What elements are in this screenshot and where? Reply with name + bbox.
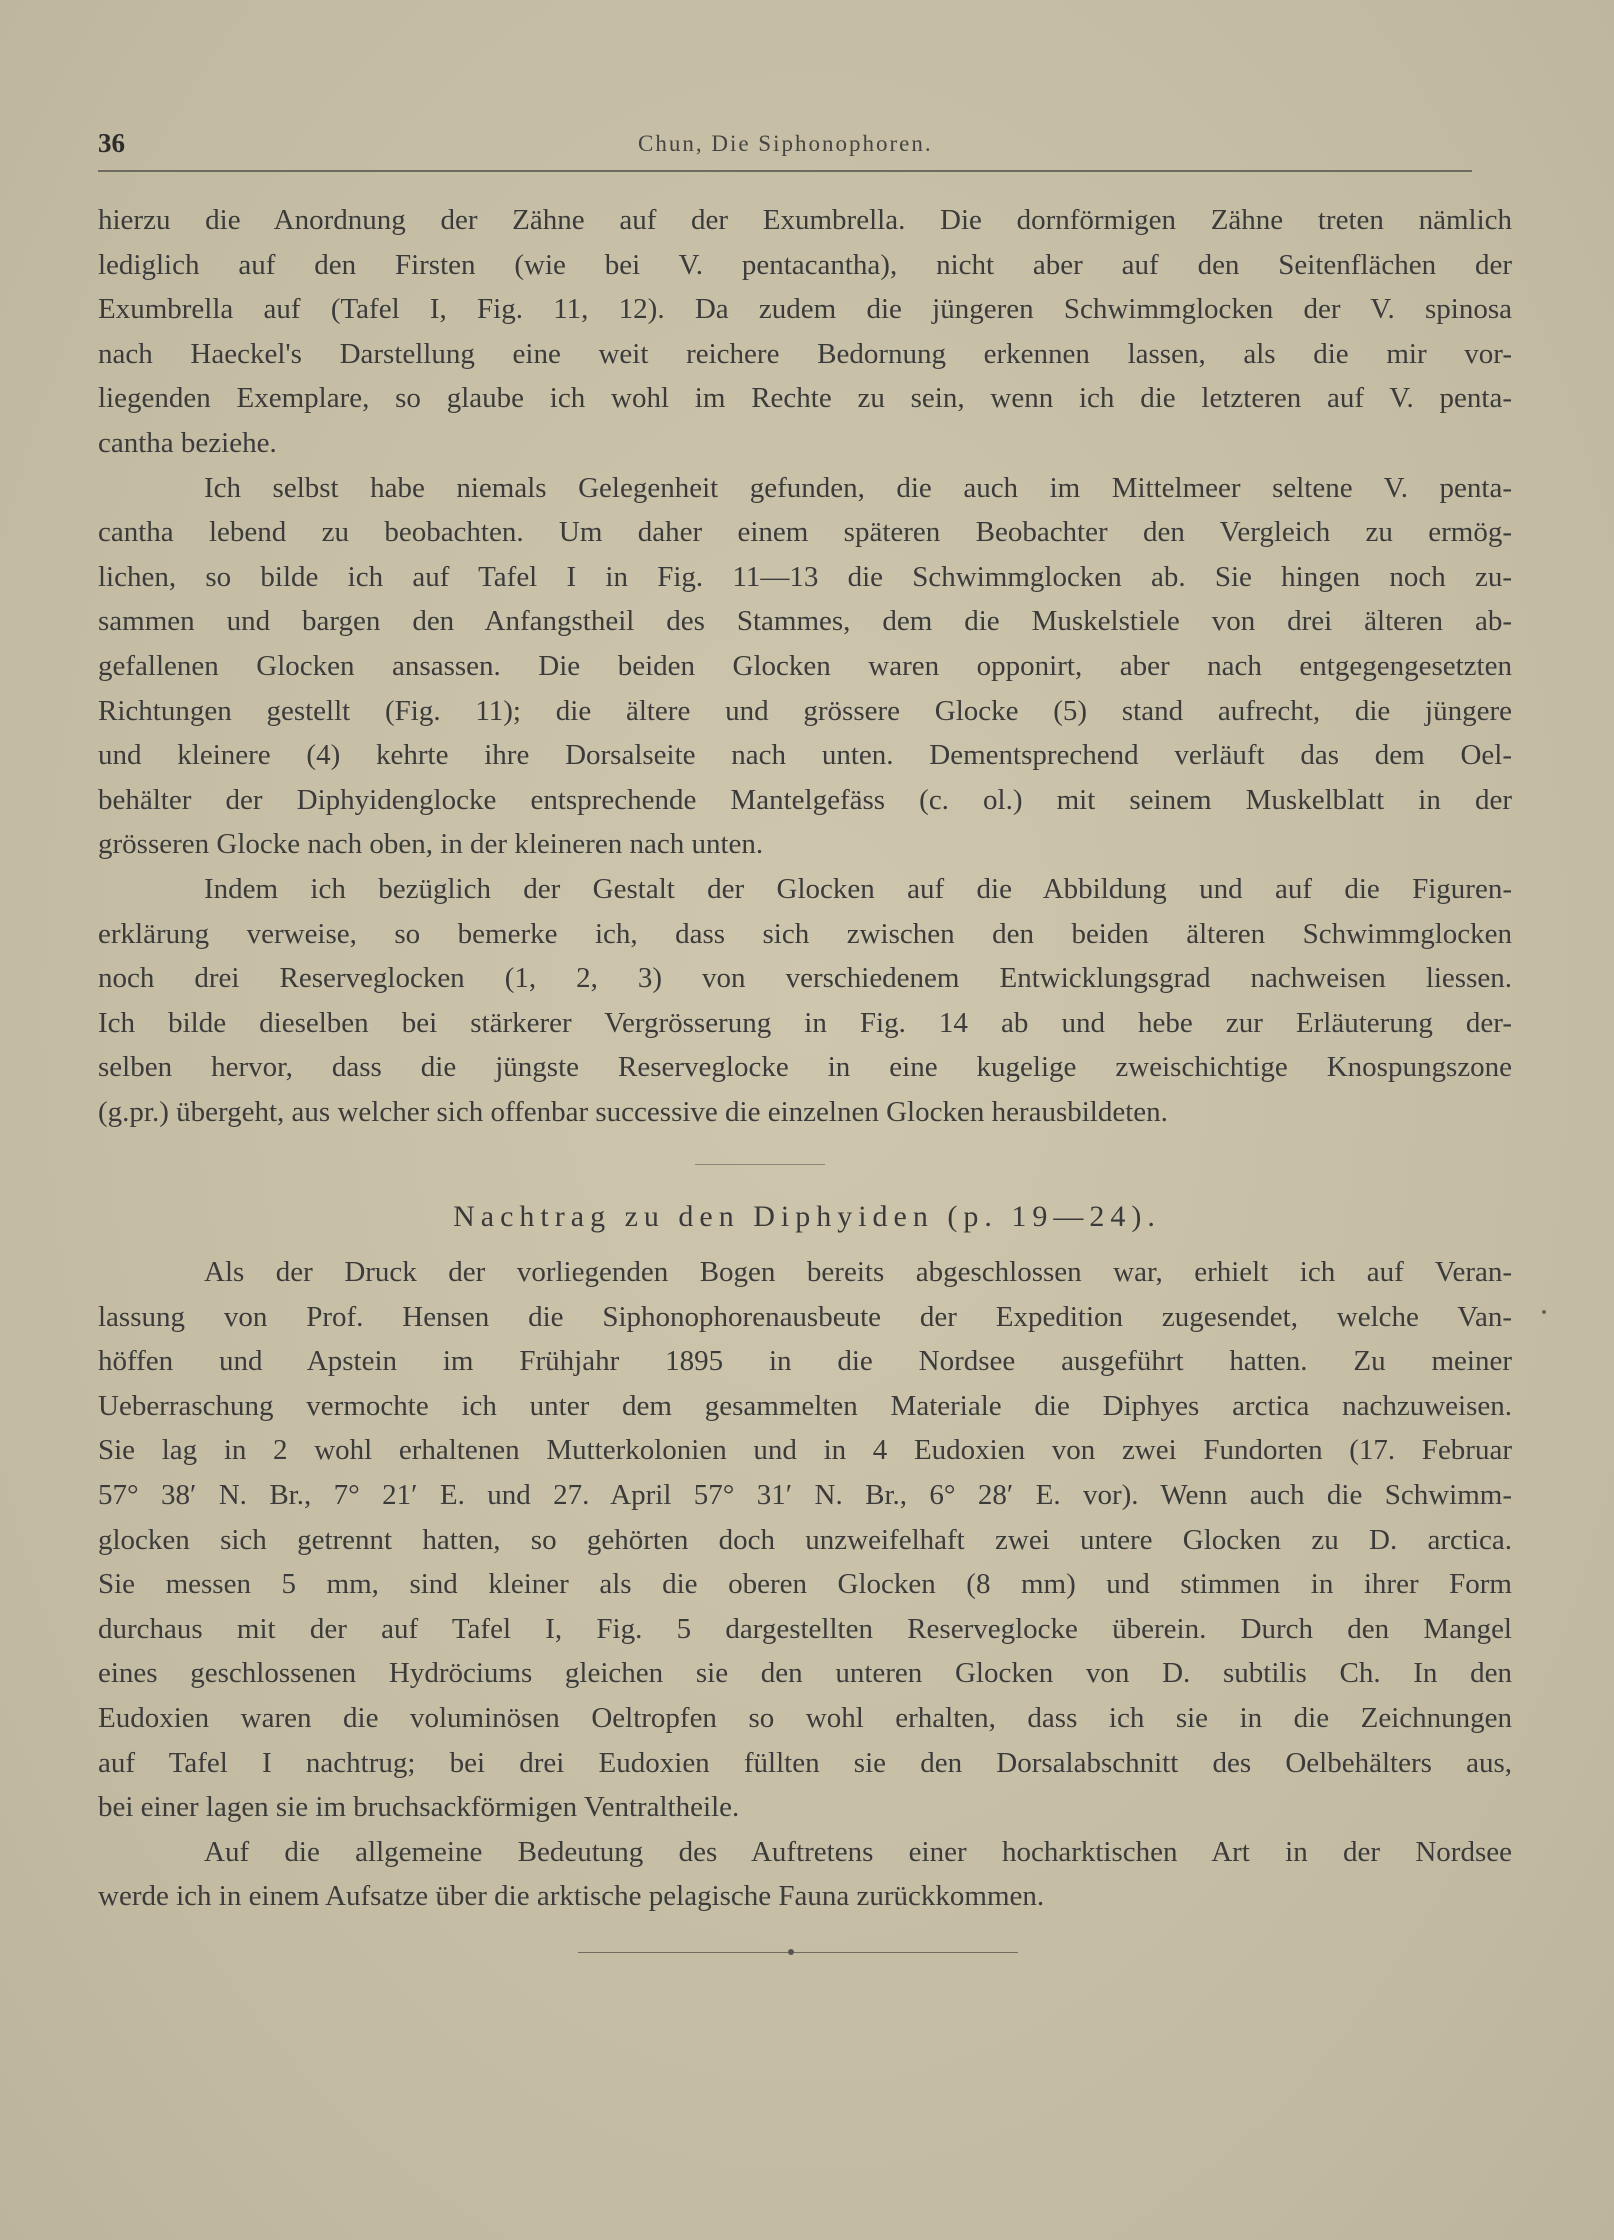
paragraph <box>98 1250 1512 1830</box>
text-line: Ich bilde dieselben bei stärkerer Vergrösserung in Fig. 14 ab und hebe zur Erläuterung der- <box>98 1006 1512 1039</box>
section-separator <box>695 1164 825 1165</box>
body-text-top <box>98 198 1512 1134</box>
text-line: behälter der Diphyidenglocke entsprechende Mantelgefäss (c. ol.) mit seinem Muskelblatt in der <box>98 783 1512 816</box>
text-line: Richtungen gestellt (Fig. 11); die ältere und grössere Glocke (5) stand aufrecht, die jüngere <box>98 694 1512 727</box>
text-line: eines geschlossenen Hydröciums gleichen sie den unteren Glocken von D. subtilis Ch. In den <box>98 1657 1512 1690</box>
page-header <box>98 128 1470 172</box>
text-line: bei einer lagen sie im bruchsackförmigen Ventraltheile. <box>98 1791 740 1824</box>
text-line: erklärung verweise, so bemerke ich, dass sich zwischen den beiden älteren Schwimmglocken <box>98 917 1512 950</box>
text-line: Exumbrella auf (Tafel I, Fig. 11, 12). Da zudem die jüngeren Schwimmglocken der V. spinosa <box>98 293 1512 326</box>
text-line: grösseren Glocke nach oben, in der kleineren nach unten. <box>98 828 764 861</box>
text-line: Auf die allgemeine Bedeutung des Auftretens einer hocharktischen Art in der Nordsee <box>204 1835 1512 1868</box>
text-line: sammen und bargen den Anfangstheil des Stammes, dem die Muskelstiele von drei älteren ab- <box>98 605 1512 638</box>
header-rule <box>98 170 1472 172</box>
text-line: selben hervor, dass die jüngste Reserveglocke in eine kugelige zweischichtige Knospungszone <box>98 1051 1512 1084</box>
text-line: werde ich in einem Aufsatze über die arktische pelagische Fauna zurückkommen. <box>98 1880 1045 1913</box>
body-text-bottom <box>98 1250 1512 1919</box>
text-line: (g.pr.) übergeht, aus welcher sich offenbar successive die einzelnen Glocken herausbildeten. <box>98 1095 1168 1128</box>
text-line: auf Tafel I nachtrug; bei drei Eudoxien füllten sie den Dorsalabschnitt des Oelbehälters aus, <box>98 1746 1512 1779</box>
end-rule <box>578 1952 1018 1953</box>
section-heading: Nachtrag zu den Diphyiden (p. 19—24). <box>453 1200 1161 1233</box>
text-line: und kleinere (4) kehrte ihre Dorsalseite nach unten. Dementsprechend verläuft das dem Oel- <box>98 739 1512 772</box>
text-line: 57° 38′ N. Br., 7° 21′ E. und 27. April 57° 31′ N. Br., 6° 28′ E. vor). Wenn auch die Schwimm- <box>98 1478 1512 1511</box>
text-line: Eudoxien waren die voluminösen Oeltropfen so wohl erhalten, dass ich sie in die Zeichnungen <box>98 1701 1512 1734</box>
text-line: höffen und Apstein im Frühjahr 1895 in die Nordsee ausgeführt hatten. Zu meiner <box>98 1345 1512 1378</box>
text-line: hierzu die Anordnung der Zähne auf der Exumbrella. Die dornförmigen Zähne treten nämlich <box>98 204 1512 236</box>
end-ornament <box>788 1949 794 1955</box>
text-line: lediglich auf den Firsten (wie bei V. pentacantha), nicht aber auf den Seitenflächen der <box>98 248 1512 281</box>
paper-speck <box>1542 1310 1546 1314</box>
running-title: Chun, Die Siphonophoren. <box>638 131 933 156</box>
text-line: gefallenen Glocken ansassen. Die beiden Glocken waren opponirt, aber nach entgegengesetzten <box>98 649 1512 682</box>
text-line: lassung von Prof. Hensen die Siphonophorenausbeute der Expedition zugesendet, welche Van- <box>98 1300 1512 1333</box>
text-line: Indem ich bezüglich der Gestalt der Glocken auf die Abbildung und auf die Figuren- <box>204 872 1512 905</box>
text-line: nach Haeckel's Darstellung eine weit reichere Bedornung erkennen lassen, als die mir vor- <box>98 337 1512 370</box>
paragraph <box>98 198 1512 466</box>
page-number: 36 <box>98 128 125 158</box>
text-line: Als der Druck der vorliegenden Bogen bereits abgeschlossen war, erhielt ich auf Veran- <box>204 1256 1512 1288</box>
text-line: cantha beziehe. <box>98 426 277 459</box>
paragraph <box>98 1830 1512 1919</box>
paragraph <box>98 466 1512 867</box>
text-line: Sie lag in 2 wohl erhaltenen Mutterkolonien und in 4 Eudoxien von zwei Fundorten (17. Februar <box>98 1434 1512 1467</box>
text-line: lichen, so bilde ich auf Tafel I in Fig. 11—13 die Schwimmglocken ab. Sie hingen noch zu- <box>98 560 1512 593</box>
text-line: durchaus mit der auf Tafel I, Fig. 5 dargestellten Reserveglocke überein. Durch den Mangel <box>98 1612 1512 1645</box>
paragraph <box>98 867 1512 1135</box>
text-line: cantha lebend zu beobachten. Um daher einem späteren Beobachter den Vergleich zu ermög- <box>98 516 1512 549</box>
text-line: noch drei Reserveglocken (1, 2, 3) von verschiedenem Entwicklungsgrad nachweisen liessen. <box>98 962 1512 995</box>
text-line: Ich selbst habe niemals Gelegenheit gefunden, die auch im Mittelmeer seltene V. penta- <box>204 471 1512 504</box>
text-line: Ueberraschung vermochte ich unter dem gesammelten Materiale die Diphyes arctica nachzuweisen. <box>98 1389 1512 1422</box>
text-line: Sie messen 5 mm, sind kleiner als die oberen Glocken (8 mm) und stimmen in ihrer Form <box>98 1568 1512 1601</box>
text-line: glocken sich getrennt hatten, so gehörten doch unzweifelhaft zwei untere Glocken zu D. arctica. <box>98 1523 1512 1556</box>
text-line: liegenden Exemplare, so glaube ich wohl im Rechte zu sein, wenn ich die letzteren auf V. penta- <box>98 382 1512 415</box>
